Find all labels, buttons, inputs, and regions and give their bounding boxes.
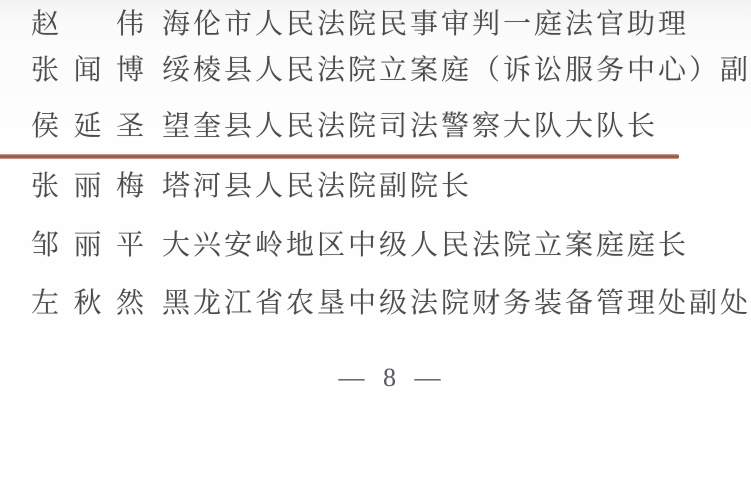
entry-row bbox=[0, 285, 751, 323]
entry-name: 赵 伟 bbox=[31, 9, 144, 40]
entry-name: 侯延圣 bbox=[31, 111, 144, 142]
entry-name: 邹丽平 bbox=[31, 230, 144, 261]
entry-name: 张丽梅 bbox=[31, 171, 144, 202]
entry-row bbox=[0, 168, 751, 206]
entry-position: 塔河县人民法院副院长 bbox=[162, 171, 473, 202]
entry-position: 望奎县人民法院司法警察大队大队长 bbox=[162, 111, 659, 142]
entry-row bbox=[0, 52, 751, 90]
entry-position: 绥棱县人民法院立案庭（诉讼服务中心）副 bbox=[162, 55, 751, 86]
red-underline-mark bbox=[0, 154, 679, 159]
entry-position: 大兴安岭地区中级人民法院立案庭庭长 bbox=[162, 230, 690, 261]
entry-name: 张闻博 bbox=[31, 55, 144, 86]
page-number: — 8 — bbox=[338, 363, 447, 392]
entry-row bbox=[0, 227, 751, 265]
entry-row bbox=[0, 108, 751, 146]
entry-row bbox=[0, 6, 751, 44]
entry-position: 海伦市人民法院民事审判一庭法官助理 bbox=[162, 9, 690, 40]
entry-position: 黑龙江省农垦中级法院财务装备管理处副处 bbox=[162, 288, 751, 319]
entry-name: 左秋然 bbox=[31, 288, 144, 319]
